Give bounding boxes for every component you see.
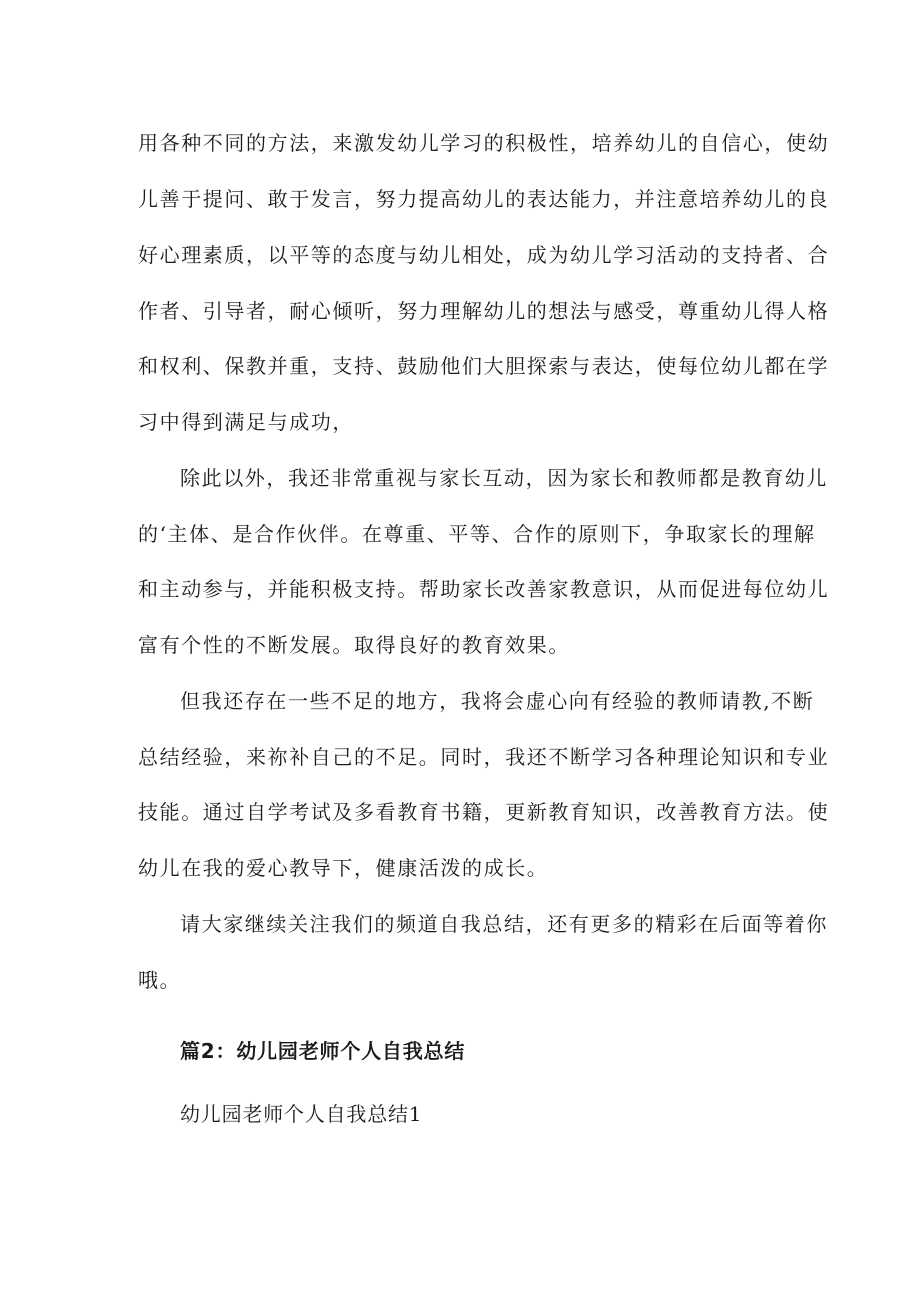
paragraph-1-line-3: 好心理素质，以平等的态度与幼儿相处，成为幼儿学习活动的支持者、合 xyxy=(138,243,830,267)
paragraph-1-line-6: 习中得到满足与成功， xyxy=(138,410,354,434)
paragraph-2-line-3: 和主动参与，并能积极支持。帮助家长改善家教意识，从而促进每位幼儿 xyxy=(138,577,830,601)
paragraph-2-line-2: 的‘主体、是合作伙伴。在尊重、平等、合作的原则下，争取家长的理解 xyxy=(138,522,816,546)
paragraph-1-line-5: 和权利、保教并重，支持、鼓励他们大胆探索与表达，使每位幼儿都在学 xyxy=(138,354,830,378)
paragraph-1-line-4: 作者、引导者，耐心倾听，努力理解幼儿的想法与感受，尊重幼儿得人格 xyxy=(138,299,830,323)
paragraph-3-line-2: 总结经验，来祢补自己的不足。同时，我还不断学习各种理论知识和专业 xyxy=(138,745,830,769)
paragraph-4-line-2: 哦。 xyxy=(138,968,182,992)
paragraph-3-line-3: 技能。通过自学考试及多看教育书籍，更新教育知识，改善教育方法。使 xyxy=(138,800,830,824)
section-heading: 篇2：幼儿园老师个人自我总结 xyxy=(180,1039,466,1063)
paragraph-3-line-1: 但我还存在一些不足的地方，我将会虚心向有经验的教师请教,不断 xyxy=(180,689,815,713)
section-subtitle: 幼儿园老师个人自我总结1 xyxy=(180,1102,423,1126)
paragraph-2-line-1: 除此以外，我还非常重视与家长互动，因为家长和教师都是教育幼儿 xyxy=(180,466,828,490)
paragraph-1-line-2: 儿善于提问、敢于发言，努力提高幼儿的表达能力，并注意培养幼儿的良 xyxy=(138,187,830,211)
paragraph-1-line-1: 用各种不同的方法，来激发幼儿学习的积极性，培养幼儿的自信心，使幼 xyxy=(138,131,830,155)
paragraph-3-line-4: 幼儿在我的爱心教导下，健康活泼的成长。 xyxy=(138,856,549,880)
paragraph-2-line-4: 富有个性的不断发展。取得良好的教育效果。 xyxy=(138,633,570,657)
paragraph-4-line-1: 请大家继续关注我们的频道自我总结，还有更多的精彩在后面等着你 xyxy=(180,912,828,936)
